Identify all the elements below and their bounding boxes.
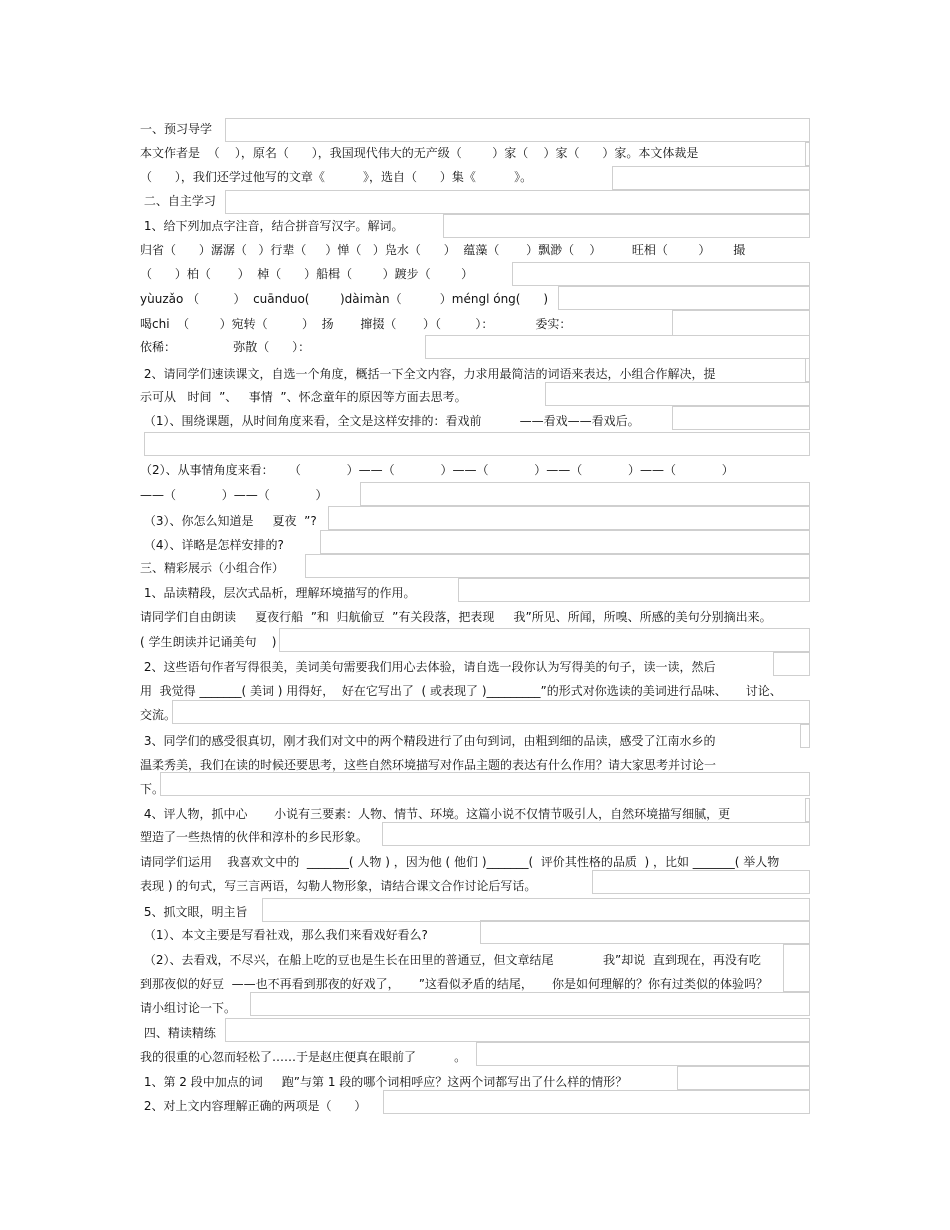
text-line: 依稀： 弥散（ ）： xyxy=(140,340,311,354)
cell-border xyxy=(677,1066,810,1090)
text-line: （2）、从事情角度来看： （ ）——（ ）——（ ）——（ ）——（ ） xyxy=(140,463,734,477)
cell-border xyxy=(305,554,810,578)
cell-border xyxy=(225,118,810,142)
text-line: 温柔秀美，我们在读的时候还要思考，这些自然环境描写对作品主题的表达有什么作用？请大家思考并讨论一 xyxy=(140,758,717,772)
text-line: （2）、去看戏，不尽兴，在船上吃的豆也是生长在田里的普通豆，但文章结尾 我”却说 直到现在，再没有吃 xyxy=(140,953,761,967)
cell-border xyxy=(320,530,810,554)
cell-border xyxy=(172,700,810,724)
cell-border xyxy=(458,578,810,602)
cell-border xyxy=(262,898,810,922)
question-2: 2、这些语句作者写得很美，美词美句需要我们用心去体验，请自选一段你认为写得美的句子，读一读，然后 xyxy=(140,660,716,674)
cell-border xyxy=(512,262,810,286)
section-heading-3: 三、精彩展示（小组合作） xyxy=(140,561,285,575)
cell-border xyxy=(805,358,810,382)
cell-border xyxy=(672,406,810,430)
text-line: （1）、本文主要是写看社戏，那么我们来看戏好看么? xyxy=(140,928,428,942)
cell-border xyxy=(250,992,810,1016)
cell-border xyxy=(279,628,810,652)
section-heading-4: 四、精读精练 xyxy=(140,1026,216,1040)
text-line: 塑造了一些热情的伙伴和淳朴的乡民形象。 xyxy=(140,830,369,844)
cell-border xyxy=(592,870,810,894)
cell-border xyxy=(225,1018,810,1042)
text-line: 请小组讨论一下。 xyxy=(140,1001,237,1015)
cell-border xyxy=(672,310,810,336)
text-line: 我的很重的心忽而轻松了……于是赵庄便真在眼前了 。 xyxy=(140,1050,467,1064)
cell-border xyxy=(805,798,810,822)
text-line: （ ），我们还学过他写的文章《 》，选自（ ）集《 》。 xyxy=(140,170,533,184)
question-5: 5、抓文眼，明主旨 xyxy=(140,905,248,919)
section-heading-1: 一、预习导学 xyxy=(140,122,213,136)
question-1: 1、品读精段，层次式品析，理解环境描写的作用。 xyxy=(140,586,416,600)
cell-border xyxy=(425,335,810,359)
question-2: 2、请同学们速读课文，自选一个角度，概括一下全文内容，力求用最简洁的词语来表达，小组合作解决，提 xyxy=(140,367,716,381)
cell-border xyxy=(612,166,810,190)
cell-border xyxy=(800,724,810,748)
cell-border xyxy=(383,1090,810,1114)
cell-border xyxy=(558,286,810,310)
text-line: 请同学们自由朗读 夏夜行船 ”和 归航偷豆 ”有关段落，把表现 我”所见、所闻，所嗅、所感的美句分别摘出来。 xyxy=(140,610,772,624)
question-3: 3、同学们的感受很真切，刚才我们对文中的两个精段进行了由句到词，由粗到细的品读，感受了江南水乡的 xyxy=(140,734,716,748)
cell-border xyxy=(328,506,810,530)
cell-border xyxy=(443,214,810,238)
cell-border xyxy=(225,190,810,214)
text-line: 归省（ ）潺潺（ ）行辈（ ）惮（ ）凫水（ ） 蕴藻（ ）飘渺（ ） 旺相（ ） 撮 xyxy=(140,243,746,257)
text-line: 喝chi （ ）宛转（ ） 扬 撺掇（ ）（ ）： 委实： xyxy=(140,317,572,331)
text-line: yùuzǎo （ ） cuānduo( )dàimàn（ ）méngl óng( ) xyxy=(140,292,549,306)
cell-border xyxy=(805,142,810,166)
text-line: （4）、详略是怎样安排的? xyxy=(140,538,284,552)
text-line: ( 学生朗读并记诵美句 ) xyxy=(140,635,277,649)
cell-border xyxy=(382,822,810,846)
section-heading-2: 二、自主学习 xyxy=(140,194,216,208)
text-line: 表现 ) 的句式，写三言两语，勾勒人物形象，请结合课文合作讨论后写话。 xyxy=(140,879,537,893)
text-line: （1）、围绕课题，从时间角度来看，全文是这样安排的：看戏前 ——看戏——看戏后。 xyxy=(140,414,640,428)
text-line: 本文作者是 （ ），原名（ ），我国现代伟大的无产级（ ）家（ ）家（ ）家。本文体裁是 xyxy=(140,146,699,160)
cell-border xyxy=(545,382,810,406)
cell-border xyxy=(476,1042,810,1066)
cell-border xyxy=(773,652,810,676)
question-1: 1、第 2 段中加点的词 跑”与第 1 段的哪个词相呼应？这两个词都写出了什么样的情形？ xyxy=(140,1075,628,1089)
text-line: 交流。 xyxy=(140,708,177,722)
text-line: （ ）柏（ ） 棹（ ）船楫（ ）踱步（ ） xyxy=(140,267,474,281)
text-line: 到那夜似的好豆 ——也不再看到那夜的好戏了， ”这看似矛盾的结尾， 你是如何理解的？你有过类似的体验吗？ xyxy=(140,977,768,991)
text-line: 下。 xyxy=(140,782,165,796)
cell-border xyxy=(144,432,810,456)
cell-border xyxy=(360,482,810,506)
text-line: 示可从 时间 ”、 事情 ”、怀念童年的原因等方面去思考。 xyxy=(140,390,467,404)
text-line: 请同学们运用 我喜欢文中的 _______( 人物 ) ，因为他 ( 他们 )_______( 评价其性格的品质 ) ，比如 _______( 举人物 xyxy=(140,855,780,869)
question-1: 1、给下列加点字注音，结合拼音写汉字。解词。 xyxy=(140,219,404,233)
text-line: ——（ ）——（ ） xyxy=(140,488,328,502)
cell-border xyxy=(783,944,810,992)
cell-border xyxy=(480,920,810,944)
question-2: 2、对上文内容理解正确的两项是（ ） xyxy=(140,1099,367,1113)
text-line: （3）、你怎么知道是 夏夜 ”? xyxy=(140,514,317,528)
text-line: 用 我觉得 _______( 美词 ) 用得好， 好在它写出了 ( 或表现了 )_________”的形式对你选读的美词进行品味、 讨论、 xyxy=(140,684,782,698)
question-4: 4、评人物，抓中心 小说有三要素：人物、情节、环境。这篇小说不仅情节吸引人，自然环境描写细腻，更 xyxy=(140,807,731,821)
cell-border xyxy=(160,772,810,796)
